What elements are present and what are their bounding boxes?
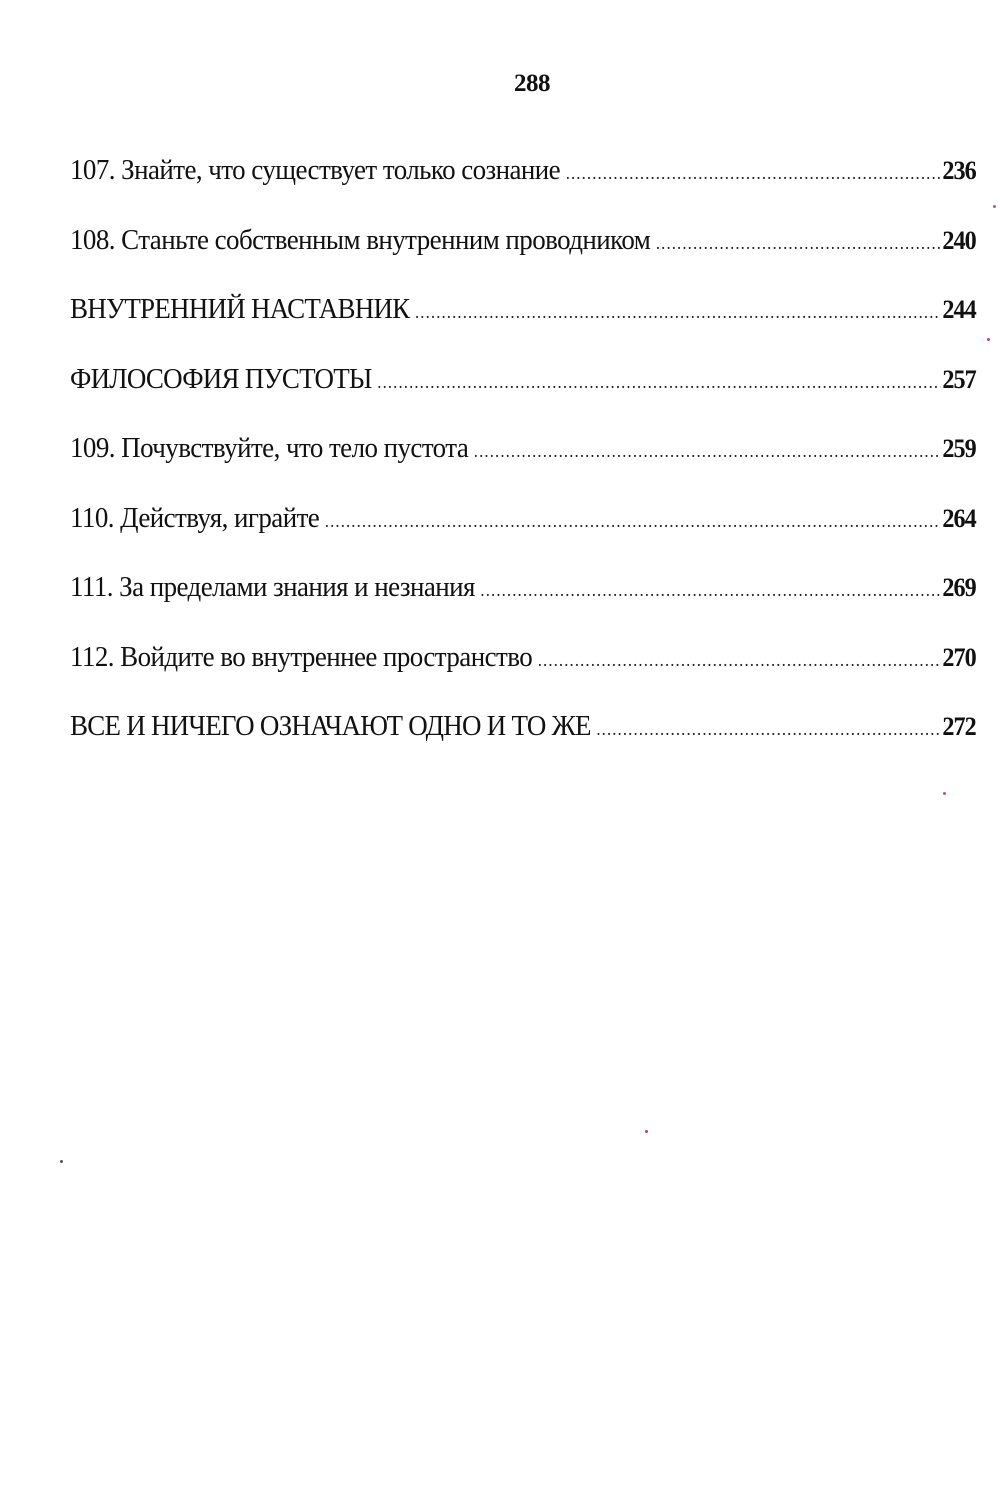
dot-leader xyxy=(474,431,941,471)
toc-entry-page: 270 xyxy=(942,642,976,672)
toc-entry-page: 257 xyxy=(942,364,976,394)
toc-entry-page: 269 xyxy=(942,573,976,602)
dot-leader xyxy=(656,223,941,263)
toc-entry-title: 107. Знайте, что существует только сознание xyxy=(70,154,561,186)
toc-entry-107 xyxy=(70,150,976,220)
toc-entry-page: 236 xyxy=(942,156,976,185)
dot-leader xyxy=(415,292,940,332)
toc-entry-page: 259 xyxy=(942,434,976,463)
toc-entry-110 xyxy=(70,498,976,568)
toc-section-title: ФИЛОСОФИЯ ПУСТОТЫ xyxy=(70,362,372,395)
scan-speck xyxy=(943,792,946,795)
toc-section-title: ВНУТРЕННИЙ НАСТАВНИК xyxy=(70,293,410,325)
scan-speck xyxy=(60,1160,63,1163)
dot-leader xyxy=(480,570,940,610)
toc-entry-title: 108. Станьте собственным внутренним проводником xyxy=(70,223,651,256)
toc-entry-page: 272 xyxy=(942,712,976,741)
toc-entry-title: 111. За пределами знания и незнания xyxy=(70,571,475,603)
scan-speck xyxy=(987,338,990,341)
toc-entry-page: 240 xyxy=(942,225,976,255)
toc-section-philosophy-of-emptiness xyxy=(70,359,976,429)
dot-leader xyxy=(325,501,941,541)
toc-entry-page: 244 xyxy=(942,295,976,324)
dot-leader xyxy=(377,362,940,402)
dot-leader xyxy=(596,709,940,749)
dot-leader xyxy=(538,640,941,680)
toc-section-title: ВСЕ И НИЧЕГО ОЗНАЧАЮТ ОДНО И ТО ЖЕ xyxy=(70,710,591,742)
toc-entry-109 xyxy=(70,428,976,498)
toc-entry-title: 110. Действуя, играйте xyxy=(70,501,320,534)
table-of-contents xyxy=(70,150,976,776)
toc-entry-111 xyxy=(70,567,976,637)
toc-entry-112 xyxy=(70,637,976,707)
toc-section-inner-mentor xyxy=(70,289,976,359)
toc-entry-title: 112. Войдите во внутреннее пространство xyxy=(70,640,533,673)
toc-entry-title: 109. Почувствуйте, что тело пустота xyxy=(70,432,469,464)
dot-leader xyxy=(566,153,941,193)
toc-entry-108 xyxy=(70,220,976,290)
toc-entry-page: 264 xyxy=(942,503,976,533)
toc-section-all-and-nothing xyxy=(70,706,976,776)
scan-speck xyxy=(993,205,996,208)
page-number: 288 xyxy=(514,70,550,97)
scan-speck xyxy=(645,1130,648,1133)
